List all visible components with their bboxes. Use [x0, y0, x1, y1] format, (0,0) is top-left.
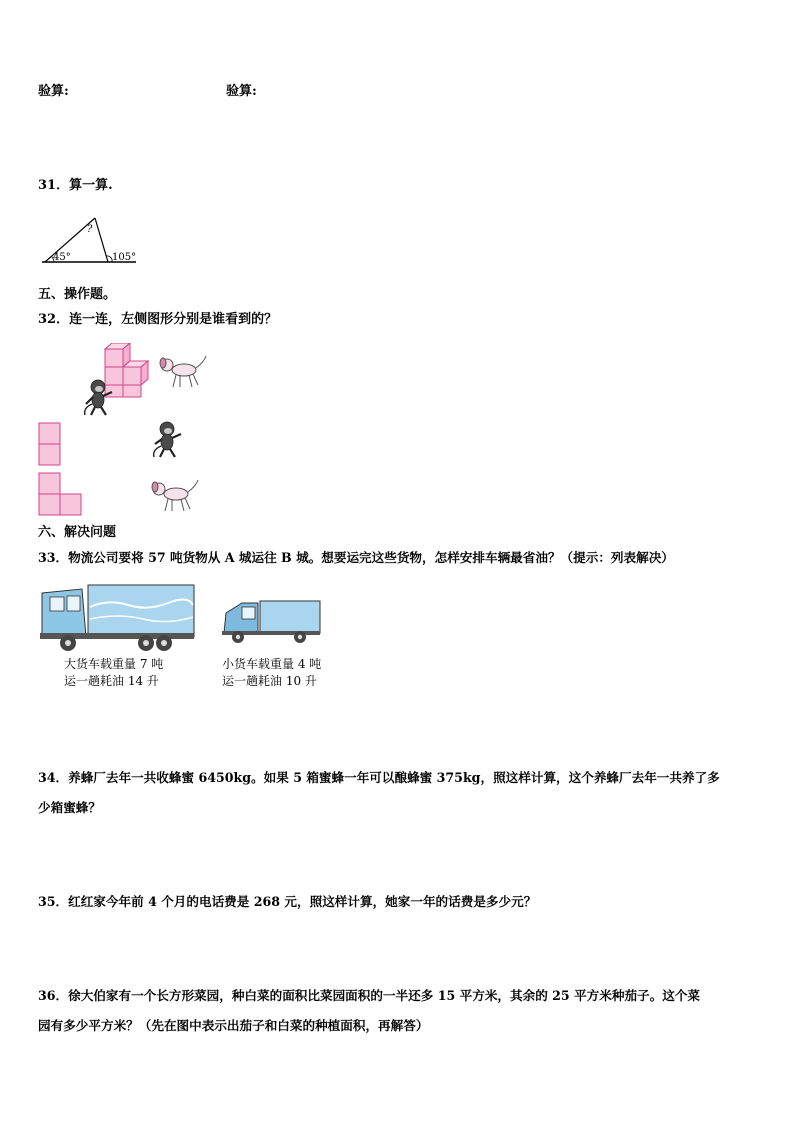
verify-label-left: 验算: [38, 84, 69, 99]
section-6-title: 六、解决问题 [38, 525, 117, 540]
question-32: 32．连一连，左侧图形分别是谁看到的？ [38, 312, 278, 327]
triangle-figure [40, 214, 150, 266]
question-36-line2: 园有多少平方米？（先在图中表示出茄子和白菜的种植面积，再解答） [38, 1018, 429, 1033]
small-truck-capacity: 小货车载重量 4 吨 [222, 657, 322, 671]
verify-label-right: 验算: [226, 84, 257, 99]
monkey-icon [81, 378, 117, 418]
small-truck-image [220, 597, 324, 645]
monkey-icon [150, 420, 186, 460]
big-truck-image [38, 583, 198, 653]
question-35: 35．红红家今年前 4 个月的电话费是 268 元，照这样计算，她家一年的话费是多少元？ [38, 894, 537, 909]
angle-45-label: 45° [53, 252, 71, 263]
dog-icon [158, 354, 210, 390]
big-truck-capacity: 大货车载重量 7 吨 [64, 657, 164, 671]
angle-unknown-label: ? [87, 224, 93, 235]
view-shape-vertical [38, 422, 62, 466]
question-33: 33．物流公司要将 57 吨货物从 A 城运往 B 城。想要运完这些货物，怎样安排车辆最省油？（提示：列表解决） [38, 550, 674, 565]
big-truck-fuel: 运一趟耗油 14 升 [64, 674, 159, 688]
small-truck-fuel: 运一趟耗油 10 升 [222, 674, 317, 688]
angle-105-label: 105° [112, 252, 137, 263]
question-36-line1: 36．徐大伯家有一个长方形菜园，种白菜的面积比菜园面积的一半还多 15 平方米，其余的 25 平方米种茄子。这个菜 [38, 988, 701, 1003]
view-shape-l [38, 472, 84, 516]
question-31: 31．算一算. [38, 178, 113, 193]
section-5-title: 五、操作题。 [38, 287, 117, 302]
question-34-line1: 34．养蜂厂去年一共收蜂蜜 6450kg。如果 5 箱蜜蜂一年可以酿蜂蜜 375kg，照这样计算，这个养蜂厂去年一共养了多 [38, 770, 720, 785]
question-34-line2: 少箱蜜蜂？ [38, 800, 101, 815]
dog-icon [150, 478, 202, 514]
